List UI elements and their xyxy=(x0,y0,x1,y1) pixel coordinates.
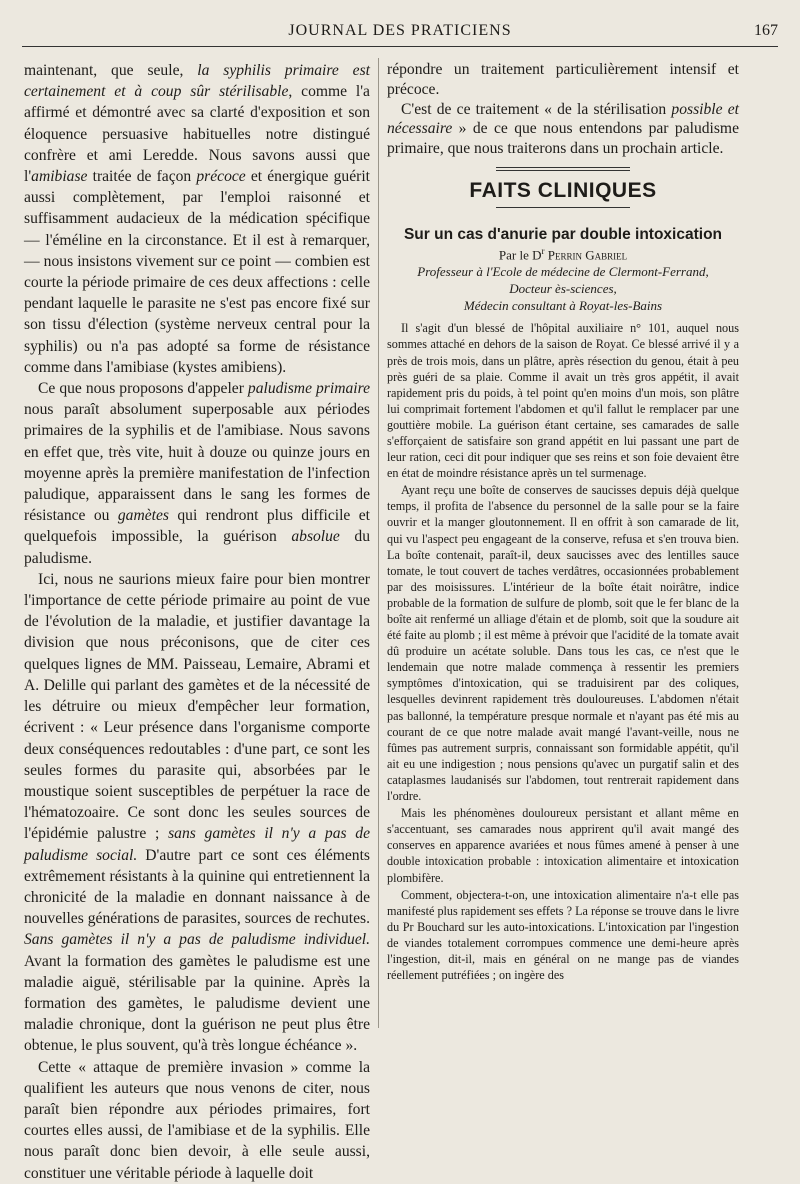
article-title: Sur un cas d'anurie par double intoxication xyxy=(403,225,723,243)
running-header xyxy=(22,20,778,46)
section-heading xyxy=(387,167,739,208)
column-divider xyxy=(378,58,379,1028)
journal-title: JOURNAL DES PRATICIENS xyxy=(288,22,512,39)
left-paragraph-3: Ici, nous ne saurions mieux faire pour bien montrer l'importance de cette période primaire au point de vue de l'évolution de la maladie, et justifier davantage la division que nous préconisons, que de citer ces quelques lignes de MM. Paisseau, Lemaire, Abrami et A. Delille qui parlant des gamètes et de la nécessité de les détruire ou mieux d'empêcher leur formation, écrivent : « Leur présence dans l'organisme comporte deux conséquences redoutables : d'une part, ce sont les seules formes du parasite qui, absorbées par le moustique soient susceptibles de perpétuer la race de l'hématozoaire. Ce sont donc les seules sources de l'épidémie palustre ; sans gamètes il n'y a pas de paludisme social. D'autre part ce sont ces éléments extrêmement résistants à la quinine qui entretiennent la chronicité de la maladie en donnant naissance à de nouvelles générations de parasites, sources de rechutes. Sans gamètes il n'y a pas de paludisme individuel. Avant la formation des gamètes le paludisme est une maladie aiguë, stérilisable par la quinine. Après la formation des gamètes, le paludisme devient une maladie chronique, dont la guérison ne peut plus être obtenue, le plus souvent, qu'à très longue échéance ». xyxy=(24,570,371,1055)
right-paragraph-2: C'est de ce traitement « de la stérilisation possible et nécessaire » de ce que nous entendons par paludisme primaire, que nous traiterons dans un prochain article. xyxy=(387,100,739,158)
article-paragraph-4: Comment, objectera-t-on, une intoxication alimentaire n'a-t elle pas manifesté plus rapidement ses effets ? La réponse se trouve dans le livre du Pr Bouchard sur les auto-intoxications. L'intoxication par l'ingestion de viandes totalement corrompues commence une demi-heure après l'ingestion, dit-il, mais en général on ne mange pas de viandes réellement putréfiées ; on ingère des xyxy=(387,887,739,983)
left-paragraph-1: maintenant, que seule, la syphilis primaire est certainement et à coup sûr stérilisable, comme l'a affirmé et démontré avec sa clarté d'exposition et son éloquence persuasive habituelles notre distingué confrère et ami Leredde. Nous savons aussi que l'amibiase traitée de façon précoce et énergique guérit aussi complètement, par l'emploi raisonné et suffisamment audacieux de la médication spécifique — l'éméline en la circonstance. Et il est à remarquer, — nous insistons vivement sur ce point — combien est courte la période primaire de ces deux affections : celle pendant laquelle le parasite ne s'est pas encore fixé sur son tissu d'élection (système nerveux central pour la syphilis) ou n'a pas adopté sa forme de résistance comme dans l'amibiase (kystes amibiens). xyxy=(24,62,370,376)
article-paragraph-3: Mais les phénomènes douloureux persistant et allant même en s'accentuant, ses camarades nous apprirent qu'il avait mangé des conserves en apparence avariées et nous fûmes amené à penser à une double intoxication probable : intoxication alimentaire et intoxication plombifère. xyxy=(387,806,739,885)
header-rule xyxy=(22,46,778,47)
article-paragraph-2: Ayant reçu une boîte de conserves de saucisses depuis déjà quelque temps, il profita de l'absence du personnel de la salle pour se la faire ouvrir et la manger gloutonnement. Il en offrit à son camarade de lit, qui vu l'aspect peu engageant de la conserve, refusa et s'en trouva bien. La boîte contenait, paraît-il, deux saucisses avec des lentilles sauce tomate, le tout couvert de taches verdâtres, occasionnées probablement par des moisissures. L'intérieur de la boîte était noirâtre, indice probable de la formation de sulfure de plomb, soit que le fer blanc de la boîte ait renfermé un alliage d'étain et de plomb, soit que la soudure ait été faite au plomb ; il est même à prévoir que l'acidité de la tomate avait dû produire un acétate soluble. Dans tous les cas, ce n'est que le lendemain que notre malade commença à ressentir les premiers symptômes d'intoxication, qui se traduisirent par des coliques, lesquelles devinrent rapidement très douloureuses. L'abdomen n'était pas ballonné, la température presque normale et n'ayant pas été mis au courant de ce que notre malade avait mangé l'avant-veille, nous ne fûmes pas autrement surpris, connaissant son formidable appétit, qu'il ait eu une indigestion ; nous pensions qu'avec un purgatif salin et des cataplasmes laudanisés sur l'abdomen, tout rentrerait rapidement dans l'ordre. xyxy=(387,483,739,804)
right-paragraph-1: répondre un traitement particulièrement intensif et précoce. xyxy=(387,61,739,98)
section-rule-top xyxy=(496,167,630,171)
right-column xyxy=(387,60,739,984)
section-title: FAITS CLINIQUES xyxy=(469,178,657,202)
left-paragraph-2: Ce que nous proposons d'appeler paludisme primaire nous paraît absolument superposable aux périodes primaires de la syphilis et de l'amibiase. Nous savons en effet que, très vite, huit à douze ou quinze jours en moyenne après la première manifestation de l'infection paludique, apparaissent dans le sang les formes de résistance ou gamètes qui rendront plus difficile et quelquefois impossible, la guérison absolue du paludisme. xyxy=(24,380,370,567)
author-affiliation: Professeur à l'Ecole de médecine de Clermont-Ferrand, Docteur ès-sciences, Médecin consultant à Royat-les-Bains xyxy=(417,264,709,314)
left-column xyxy=(24,60,370,1184)
page-number: 167 xyxy=(754,22,778,39)
article-paragraph-1: Il s'agit d'un blessé de l'hôpital auxiliaire n° 101, auquel nous sommes attaché en dehors de la saison de Royat. Ce blessé arrivé il y a près de trois mois, dans un plâtre, après résection du genou, était à peu près guéri de sa plaie. Comme il avait un très gros appétit, il avait rapidement pris du poids, à tel point qu'en moins d'un mois, son plâtre lui comprimait fortement l'abdomen et qu'il fallut le remplacer par une gouttière mobile. La guérison étant certaine, ses camarades de salle s'efforçaient de satisfaire son grand appétit en lui passant une part de leur ration, ceci dit pour indiquer que ses reins et son foie devaient être en état de moindre résistance après un tel surmenage. xyxy=(387,321,739,481)
section-rule-bottom xyxy=(496,207,630,208)
article-body xyxy=(387,320,739,983)
byline: Par le $D^r$ Perrin Gabriel xyxy=(498,245,628,263)
left-paragraph-4: Cette « attaque de première invasion » comme la qualifient les auteurs que nous venons de citer, nous paraît bien répondre aux périodes primaires, fort courtes elles aussi, de l'amibiase et de la syphilis. Elle nous paraît donc bien devoir, à elle seule aussi, constituer une véritable période à laquelle doit xyxy=(24,1058,370,1182)
